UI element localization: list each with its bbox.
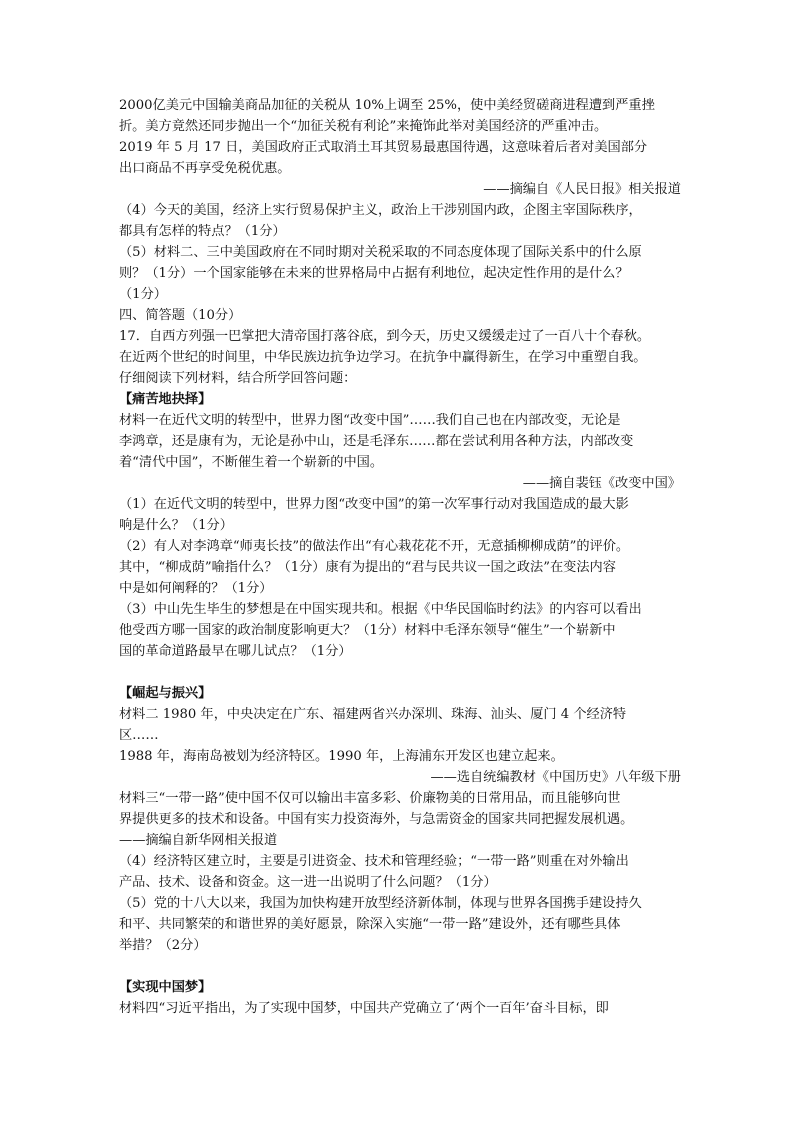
question-line: 响是什么？（1分） <box>119 518 233 533</box>
section-heading: 四、简答题（10分） <box>119 308 242 323</box>
question-line: （4）今天的美国，经济上实行贸易保护主义，政治上干涉别国内政，企图主宰国际秩序， <box>119 203 642 218</box>
text-line: 出口商品不再享受免税优惠。 <box>119 161 291 176</box>
text-line: 界提供更多的技术和设备。中国有实力投资海外，与急需资金的国家共同把握发展机遇。 <box>119 812 634 827</box>
source-citation: ——摘编自《人民日报》相关报道 <box>483 182 681 197</box>
text-line: 1988 年，海南岛被划为经济特区。1990 年，上海浦东开发区也建立起来。 <box>119 749 564 764</box>
text-line: 在近两个世纪的时间里，中华民族边抗争边学习。在抗争中赢得新生，在学习中重塑自我。 <box>119 350 647 365</box>
text-line: 李鸿章，还是康有为，无论是孙中山，还是毛泽东……都在尝试利用各种方法，内部改变 <box>119 434 634 449</box>
text-line: 材料三“一带一路”使中国不仅可以输出丰富多彩、价廉物美的日常用品，而且能够向世 <box>119 791 621 806</box>
question-line: 中是如何阐释的？（1分） <box>119 581 273 596</box>
question-line: 和平、共同繁荣的和谐世界的美好愿景，除深入实施“一带一路”建设外，还有哪些具体 <box>119 917 621 932</box>
text-line: 材料二 1980 年，中央决定在广东、福建两省兴办深圳、珠海、汕头、厦门 4 个经济特 <box>119 707 627 722</box>
question-line: 他受西方哪一国家的政治制度影响更大？（1分）材料中毛泽东领导“催生”一个崭新中 <box>119 623 616 638</box>
text-line: 2019 年 5 月 17 日，美国政府正式取消土耳其贸易最惠国待遇，这意味着后者对美国部分 <box>119 140 648 155</box>
text-line: 17．自西方列强一巴掌把大清帝国打落谷底，到今天，历史又缓缓走过了一百八十个春秋。 <box>119 329 651 344</box>
question-line: （5）材料二、三中美国政府在不同时期对关税采取的不同态度体现了国际关系中的什么原 <box>119 245 642 260</box>
text-line: 折。美方竟然还同步抛出一个“加征关税有利论”来掩饰此举对美国经济的严重冲击。 <box>119 119 608 134</box>
question-line: （1分） <box>119 287 167 302</box>
subsection-heading: 【痛苦地抉择】 <box>119 392 212 407</box>
text-line: 区…… <box>119 728 159 743</box>
question-line: 举措？（2分） <box>119 938 207 953</box>
source-citation: ——选自统编教材《中国历史》八年级下册 <box>430 770 681 785</box>
question-line: 国的革命道路最早在哪儿试点？（1分） <box>119 644 352 659</box>
question-line: （3）中山先生毕生的梦想是在中国实现共和。根据《中华民国临时约法》的内容可以看出 <box>119 602 642 617</box>
text-line: 仔细阅读下列材料，结合所学回答问题： <box>119 371 357 386</box>
question-line: 都具有怎样的特点？（1分） <box>119 224 286 239</box>
question-line: （4）经济特区建立时，主要是引进资金、技术和管理经验；“一带一路”则重在对外输出 <box>119 854 629 869</box>
text-line: 材料一在近代文明的转型中，世界力图“改变中国”……我们自己也在内部改变，无论是 <box>119 413 621 428</box>
question-line: （2）有人对李鸿章“师夷长技”的做法作出“有心栽花花不开，无意插柳柳成荫”的评价。 <box>119 539 630 554</box>
subsection-heading: 【崛起与振兴】 <box>119 686 212 701</box>
question-line: 则？（1分）一个国家能够在未来的世界格局中占据有利地位，起决定性作用的是什么？ <box>119 266 629 281</box>
question-line: （5）党的十八大以来，我国为加快构建开放型经济新体制，体现与世界各国携手建设持久 <box>119 896 642 911</box>
text-line: 2000亿美元中国输美商品加征的关税从 10%上调至 25%，使中美经贸磋商进程遭到严重挫 <box>119 98 655 113</box>
question-line: 其中，“柳成荫”喻指什么？（1分）康有为提出的“君与民共议一国之政法”在变法内容 <box>119 560 616 575</box>
question-line: 产品、技术、设备和资金。这一进一出说明了什么问题？（1分） <box>119 875 497 890</box>
source-citation: ——摘编自新华网相关报道 <box>119 833 278 848</box>
subsection-heading: 【实现中国梦】 <box>119 980 212 995</box>
question-line: （1）在近代文明的转型中，世界力图“改变中国”的第一次军事行动对我国造成的最大影 <box>119 497 629 512</box>
text-line: 材料四“习近平指出，为了实现中国梦，中国共产党确立了‘两个一百年’奋斗目标，即 <box>119 1001 609 1016</box>
source-citation: ——摘自裴钰《改变中国》 <box>522 476 681 491</box>
text-line: 着“清代中国”，不断催生着一个崭新的中国。 <box>119 455 384 470</box>
